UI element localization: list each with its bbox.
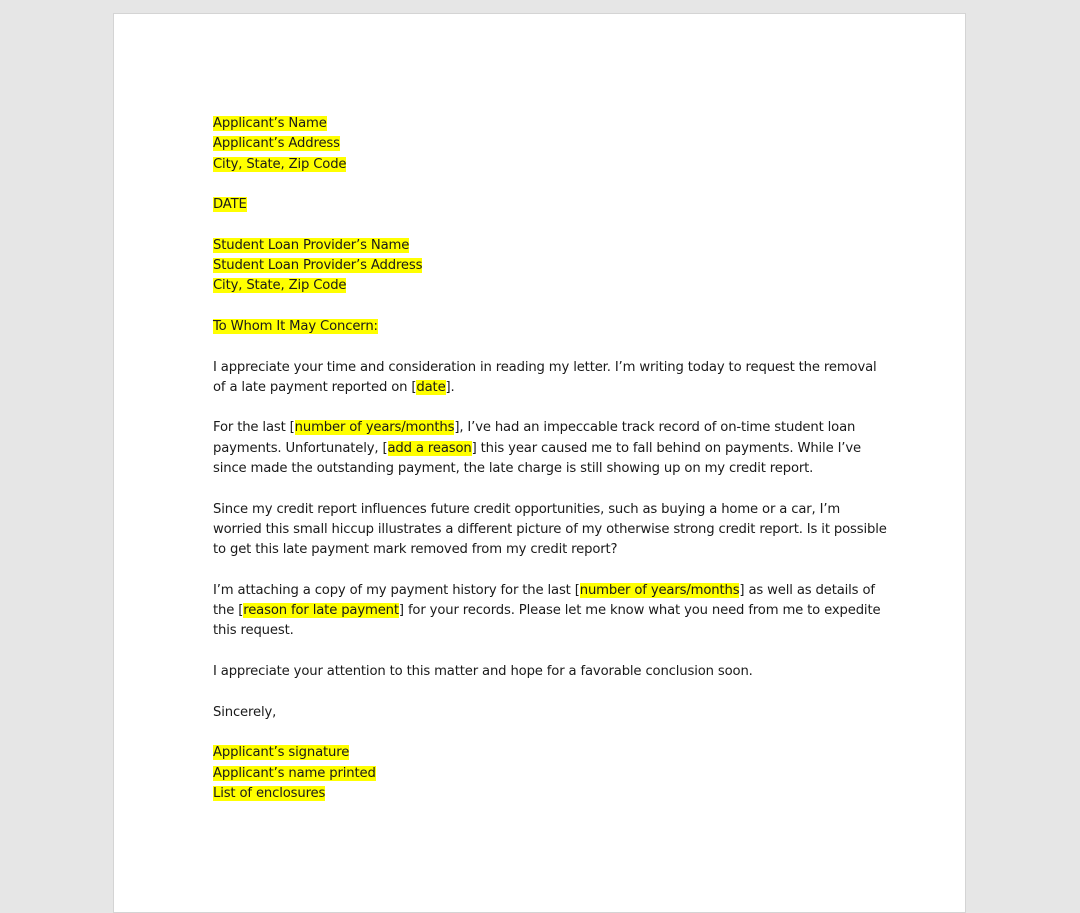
salutation-line [213, 317, 873, 337]
paragraph-5: I appreciate your attention to this matter and hope for a favorable conclusion soon. [213, 664, 753, 680]
text-segment: ] this year caused me to fall behind on payments. While I’ve [471, 440, 861, 456]
paragraph-4 [213, 581, 881, 642]
spacer [213, 723, 873, 743]
signature-line [213, 743, 873, 763]
paragraph-3-line-2: worried this small hiccup illustrates a different picture of my otherwise strong credit report. Is it possible [213, 521, 887, 537]
recipient-address: Student Loan Provider’s Address [213, 258, 423, 274]
spacer [213, 175, 873, 195]
paragraph-2-line-2 [213, 439, 873, 459]
text-segment: I’m attaching a copy of my payment history for the last [ [213, 582, 580, 598]
recipient-name: Student Loan Provider’s Name [213, 237, 410, 253]
sender-city-line [213, 155, 873, 175]
paragraph-1-line-1: I appreciate your time and consideration in reading my letter. I’m writing today to request the removal [213, 359, 877, 375]
paragraph-2-line-1 [213, 418, 873, 438]
enclosures-line [213, 784, 873, 804]
duration-placeholder: number of years/months [294, 420, 455, 436]
signature-placeholder: Applicant’s signature [213, 745, 350, 761]
sender-name: Applicant’s Name [213, 116, 327, 131]
text-segment: For the last [ [213, 420, 295, 436]
paragraph-4-line-3: this request. [213, 623, 294, 639]
recipient-city-line [213, 276, 873, 296]
printed-name-line [213, 764, 873, 784]
spacer [213, 398, 873, 418]
text-segment: payments. Unfortunately, [ [213, 440, 388, 456]
date-placeholder: DATE [213, 197, 247, 213]
paragraph-3-line-3: to get this late payment mark removed from my credit report? [213, 542, 618, 558]
document-page [113, 13, 966, 913]
paragraph-4-line-2 [213, 601, 881, 621]
spacer [213, 297, 873, 317]
date-line [213, 195, 873, 215]
sender-block [213, 114, 873, 134]
text-segment: ], I’ve had an impeccable track record of on-time student loan [454, 420, 856, 436]
spacer [213, 215, 873, 235]
sender-address: Applicant’s Address [213, 136, 340, 152]
recipient-address-line [213, 256, 873, 276]
paragraph-1 [213, 358, 877, 399]
date-field-placeholder: date [416, 379, 446, 395]
spacer [213, 682, 873, 702]
text-segment: ] for your records. Please let me know what you need from me to expedite [398, 603, 881, 619]
recipient-name-line [213, 236, 873, 256]
spacer [213, 479, 873, 499]
spacer [213, 561, 873, 581]
paragraph-1-line-2 [213, 378, 873, 398]
paragraph-2 [213, 418, 873, 479]
letter-body [213, 114, 887, 804]
reason-placeholder: add a reason [387, 440, 472, 456]
text-segment: the [ [213, 603, 244, 619]
paragraph-2-line-3: since made the outstanding payment, the late charge is still showing up on my credit report. [213, 461, 814, 477]
paragraph-4-line-1 [213, 581, 873, 601]
sender-address-line [213, 134, 873, 154]
closing: Sincerely, [213, 704, 277, 720]
paragraph-3 [213, 500, 887, 561]
text-segment: ] as well as details of [739, 582, 875, 598]
spacer [213, 337, 873, 357]
text-segment: ]. [445, 379, 455, 395]
spacer [213, 642, 873, 662]
printed-name-placeholder: Applicant’s name printed [213, 765, 376, 781]
sender-city: City, State, Zip Code [213, 156, 347, 172]
recipient-city: City, State, Zip Code [213, 278, 347, 294]
enclosures-placeholder: List of enclosures [213, 785, 326, 801]
paragraph-3-line-1: Since my credit report influences future credit opportunities, such as buying a home or a car, I’m [213, 501, 841, 517]
late-reason-placeholder: reason for late payment [243, 603, 399, 619]
salutation: To Whom It May Concern: [213, 318, 378, 334]
duration-placeholder: number of years/months [579, 582, 740, 598]
text-segment: of a late payment reported on [ [213, 379, 417, 395]
